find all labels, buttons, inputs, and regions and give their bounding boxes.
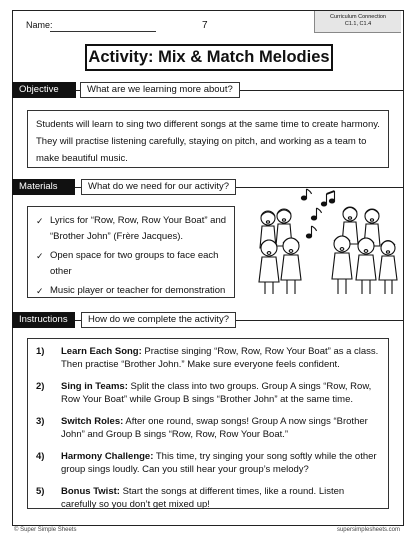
- instructions-question: How do we complete the activity?: [81, 312, 236, 328]
- instruction-step: [36, 415, 380, 441]
- child-figure: [281, 238, 301, 294]
- materials-tag: Materials: [12, 179, 75, 195]
- step-text: This time, try singing your song softly while the other group sings loudly. Can you still hear your group’s melody?: [61, 451, 377, 475]
- step-body: [61, 345, 380, 371]
- instruction-step: [36, 345, 380, 371]
- list-item: [36, 248, 226, 280]
- page-number: 7: [202, 20, 208, 31]
- step-title: Switch Roles:: [61, 416, 124, 427]
- child-figure: [259, 240, 279, 294]
- music-note-icon: [321, 191, 334, 206]
- materials-box: [27, 206, 235, 298]
- curriculum-connection-box: [314, 11, 401, 33]
- curriculum-title: Curriculum Connection: [330, 14, 386, 20]
- step-number: 4): [36, 451, 45, 462]
- materials-question: What do we need for our activity?: [81, 179, 236, 195]
- child-figure: [332, 236, 352, 294]
- instruction-step: [36, 485, 380, 511]
- step-title: Harmony Challenge:: [61, 451, 154, 462]
- material-item: Music player or teacher for demonstration: [50, 285, 226, 296]
- name-field[interactable]: [50, 31, 156, 32]
- singing-children-illustration: [254, 188, 400, 298]
- objective-text: Students will learn to sing two different songs at the same time to create harmony. They will practise listening carefully, staying on pitch, and working as a team to make beautiful music.: [36, 119, 380, 164]
- step-body: [61, 415, 380, 441]
- list-item: [36, 283, 226, 299]
- step-body: [61, 485, 380, 511]
- step-number: 2): [36, 381, 45, 392]
- step-text: Start the songs at different times, like a round. Listen carefully so you don’t get mixed up!: [61, 486, 345, 510]
- step-text: After one round, swap songs! Group A now sings “Brother John” and Group B sings “Row, Row, Row Your Boat.”: [61, 416, 368, 440]
- objective-box: [27, 110, 389, 168]
- step-text: Practise singing “Row, Row, Row Your Boat” as a class. Then practise “Brother John.” Make sure everyone feels confident.: [61, 346, 379, 370]
- list-item: [36, 213, 226, 245]
- footer-website: supersimplesheets.com: [336, 527, 400, 533]
- materials-list: [28, 207, 234, 299]
- material-item: Lyrics for “Row, Row, Row Your Boat” and “Brother John” (Frère Jacques).: [50, 215, 227, 242]
- step-body: [61, 380, 380, 406]
- music-note-icon: [311, 208, 321, 220]
- step-title: Bonus Twist:: [61, 486, 120, 497]
- step-number: 1): [36, 346, 45, 357]
- objective-question: What are we learning more about?: [80, 82, 240, 98]
- name-label: Name:: [26, 20, 53, 30]
- child-figure: [356, 238, 376, 294]
- footer-copyright: © Super Simple Sheets: [14, 527, 77, 533]
- music-note-icon: [306, 226, 316, 238]
- instructions-box: [27, 338, 389, 509]
- step-text: Split the class into two groups. Group A sings “Row, Row, Row Your Boat” while Group B sings “Brother John” at the same time.: [61, 381, 372, 405]
- step-title: Sing in Teams:: [61, 381, 128, 392]
- checkmark-icon: ✓: [36, 286, 44, 296]
- step-number: 5): [36, 486, 45, 497]
- checkmark-icon: ✓: [36, 251, 44, 261]
- step-number: 3): [36, 416, 45, 427]
- instruction-step: [36, 450, 380, 476]
- child-figure: [379, 241, 397, 295]
- instruction-step: [36, 380, 380, 406]
- checkmark-icon: ✓: [36, 216, 44, 226]
- material-item: Open space for two groups to face each other: [50, 250, 219, 277]
- objective-tag: Objective: [12, 82, 76, 98]
- step-title: Learn Each Song:: [61, 346, 142, 357]
- instructions-list: [28, 339, 388, 511]
- curriculum-codes: C1.1, C1.4: [344, 21, 372, 27]
- activity-title: Activity: Mix & Match Melodies: [85, 44, 333, 71]
- instructions-tag: Instructions: [12, 312, 75, 328]
- music-note-icon: [301, 189, 311, 200]
- step-body: [61, 450, 380, 476]
